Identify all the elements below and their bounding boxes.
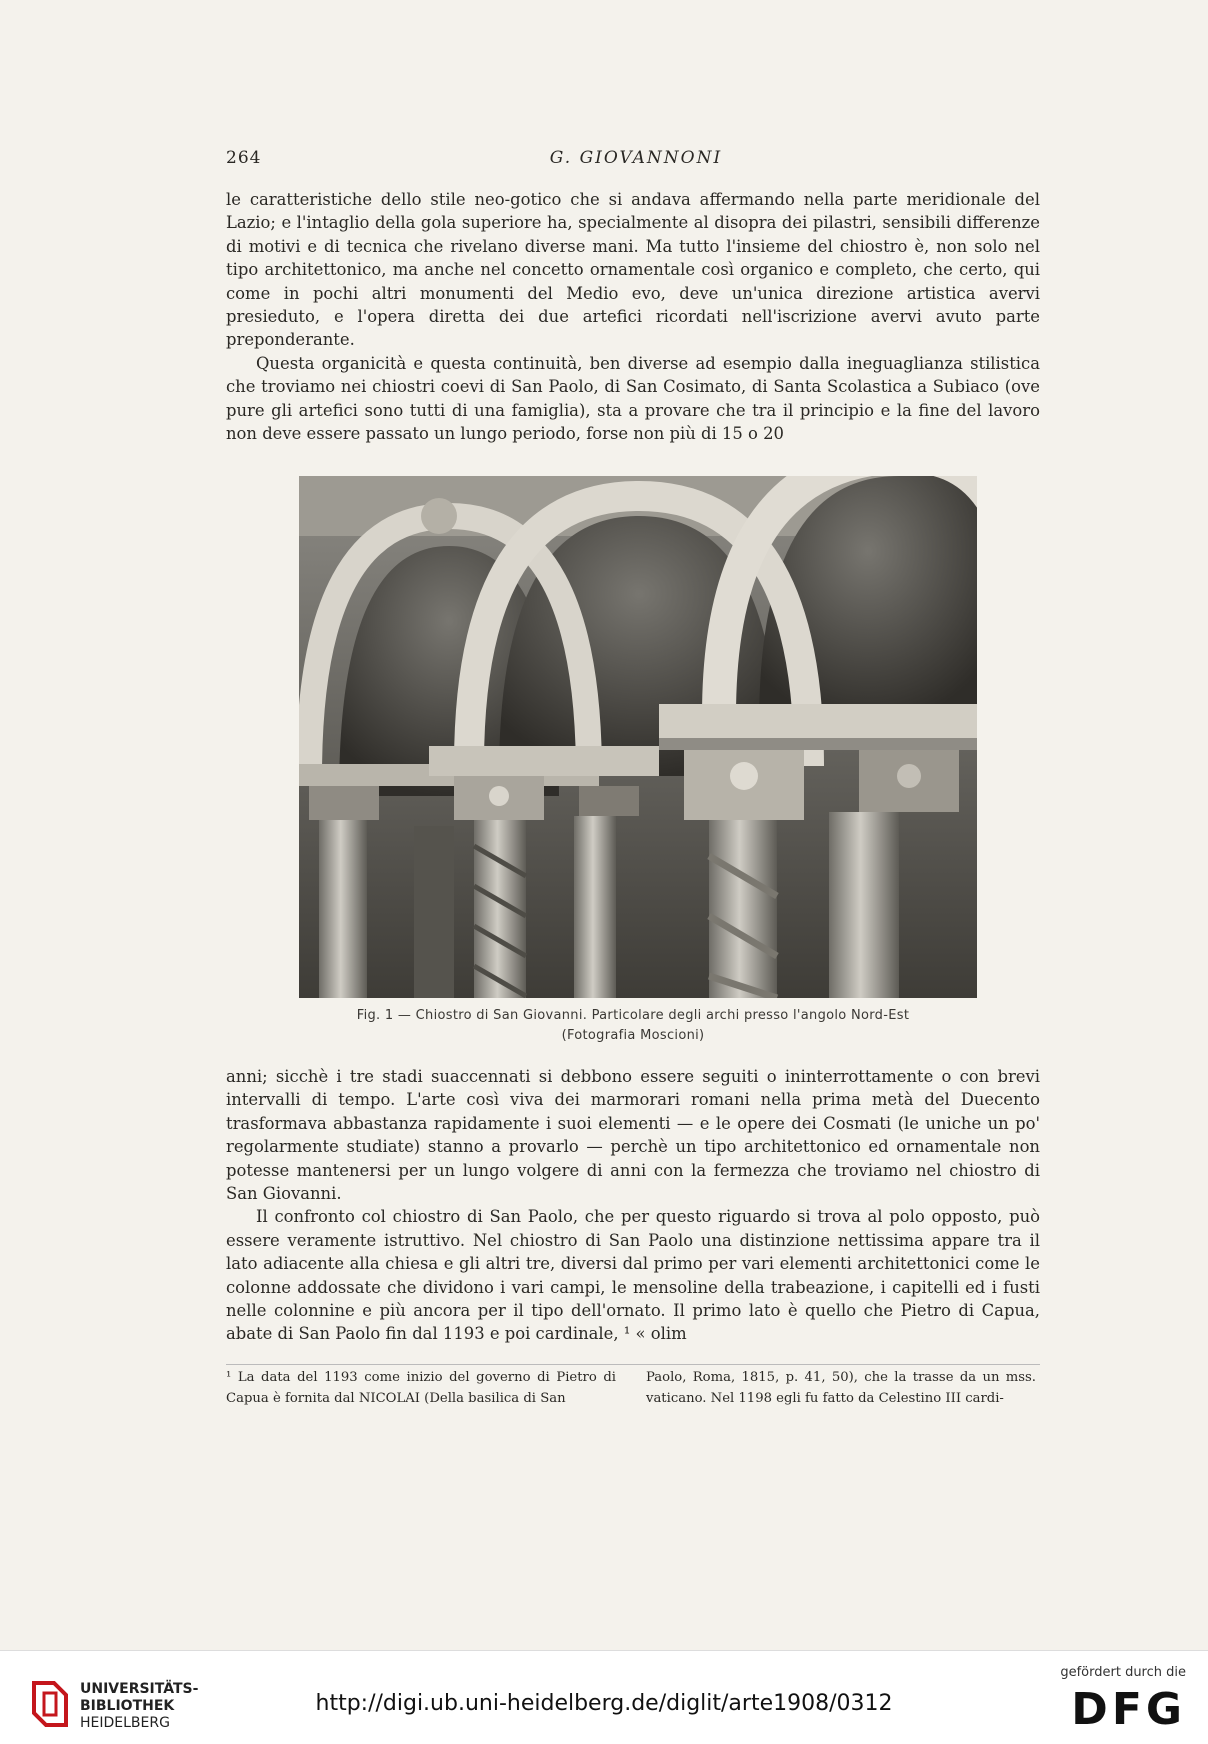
source-url-link[interactable]: http://digi.ub.uni-heidelberg.de/diglit/arte1908/0312	[315, 1691, 893, 1716]
dfg-logo: DFG	[1071, 1684, 1186, 1735]
digitization-footer	[0, 1650, 1208, 1744]
paragraph: le caratteristiche dello stile neo-gotico che si andava affermando nella parte meridionale del Lazio; e l'intaglio della gola superiore ha, specialmente al disopra dei pilastri, sensibili differenze di motivi e di tecnica che rivelano diverse mani. Ma tutto l'insieme del chiostro è, non solo nel tipo architettonico, ma anche nel concetto ornamentale così organico e completo, che certo, qui come in pochi altri monumenti del Medio evo, deve un'unica direzione artistica avervi presieduto, e l'opera diretta dei due artefici ricordati nell'iscrizione avervi avuto parte preponderante.	[226, 190, 1040, 350]
paragraph: Il confronto col chiostro di San Paolo, che per questo riguardo si trova al polo opposto, può essere veramente istruttivo. Nel chiostro di San Paolo una distinzione nettissima appare tra il lato adiacente alla chiesa e gli altri tre, diversi dal primo per vari elementi architettonici come le colonne addossate che dividono i vari campi, le mensoline della trabeazione, i capitelli ed i fusti nelle colonnine e più ancora per il tipo dell'ornato. Il primo lato è quello che Pietro di Capua, abate di San Paolo fin dal 1193 e poi cardinale, ¹ « olim	[226, 1207, 1040, 1344]
paragraph: anni; sicchè i tre stadi suaccennati si debbono essere seguiti o ininterrottamente o con brevi intervalli di tempo. L'arte così viva dei marmorari romani nella prima metà del Duecento trasformava abbastanza rapidamente i suoi elementi — e le opere dei Cosmati (le uniche un po' regolarmente studiate) stanno a provarlo — perchè un tipo architettonico ed ornamentale non potesse mantenersi per un lungo volgere di anni con la fermezza che troviamo nel chiostro di San Giovanni.	[226, 1067, 1040, 1204]
library-name-line: HEIDELBERG	[80, 1715, 170, 1731]
funding-label: gefördert durch die	[1060, 1665, 1186, 1680]
figure-caption	[226, 1006, 1040, 1046]
cloister-arches-photo	[299, 476, 977, 998]
running-head: G. GIOVANNONI	[549, 148, 723, 168]
page-number: 264	[226, 148, 262, 168]
caption-credit: (Fotografia Moscioni)	[561, 1028, 705, 1043]
page-header	[226, 148, 1046, 172]
body-text-top	[226, 188, 1040, 445]
funder-block	[1036, 1665, 1186, 1734]
paragraph: Questa organicità e questa continuità, ben diverse ad esempio dalla ineguaglianza stilistica che troviamo nei chiostri coevi di San Paolo, di San Cosimato, di Santa Scolastica a Subiaco (ove pure gli artefici sono tutti di una famiglia), sta a provare che tra il principio e la fine del lavoro non deve essere passato un lungo periodo, forse non più di 15 o 20	[226, 353, 1040, 444]
footnote-divider	[226, 1364, 1040, 1365]
body-text-bottom	[226, 1065, 1040, 1346]
footnote-left: ¹ La data del 1193 come inizio del governo di Pietro di Capua è fornita dal NICOLAI (Della basilica di San	[226, 1370, 616, 1406]
library-name-line: UNIVERSITÄTS-	[80, 1681, 199, 1697]
library-name-line: BIBLIOTHEK	[80, 1698, 175, 1714]
caption-line: Fig. 1 — Chiostro di San Giovanni. Particolare degli archi presso l'angolo Nord-Est	[356, 1008, 910, 1023]
footnote-right: Paolo, Roma, 1815, p. 41, 50), che la trasse da un mss. vaticano. Nel 1198 egli fu fatto da Celestino III cardi-	[646, 1370, 1036, 1406]
